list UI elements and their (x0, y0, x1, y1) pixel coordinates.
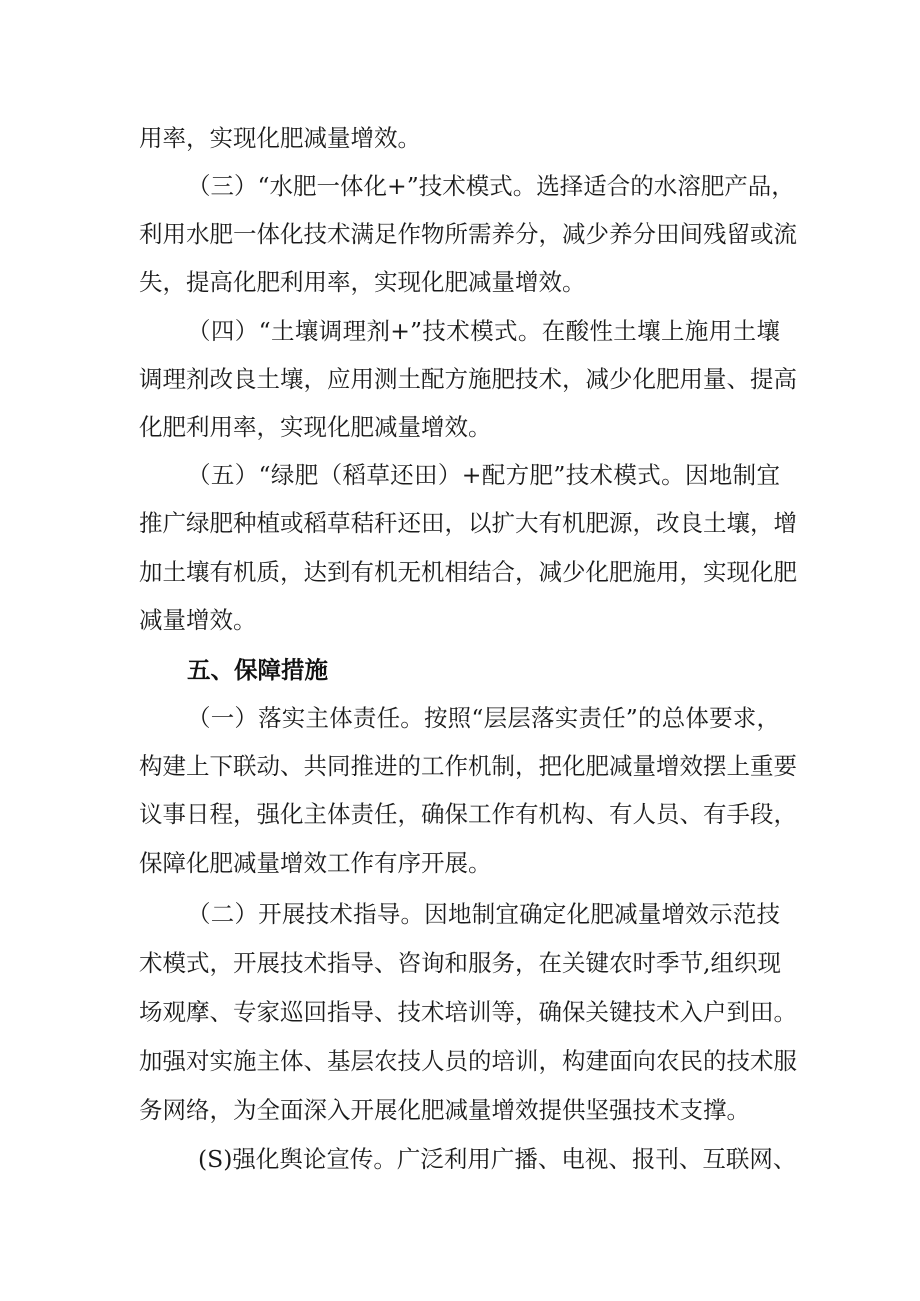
paragraph-line: （五）“绿肥（稻草还田）+配方肥”技术模式。因地制宜 (187, 461, 780, 489)
paragraph-line: （二）开展技术指导。因地制宜确定化肥减量增效示范技 (187, 900, 780, 928)
paragraph-line: （一）落实主体责任。按照“层层落实责任”的总体要求， (187, 704, 780, 732)
paragraph-line: （三）“水肥一体化+”技术模式。选择适合的水溶肥产品， (187, 172, 795, 200)
paragraph-line: (S)强化舆论宣传。广泛利用广播、电视、报刊、互联网、 (198, 1145, 797, 1173)
paragraph-line: 术模式，开展技术指导、咨询和服务，在关键农时季节,组织现 (139, 949, 781, 977)
paragraph-line: 构建上下联动、共同推进的工作机制，把化肥减量增效摆上重要 (139, 752, 797, 780)
paragraph-line: 保障化肥减量增效工作有序开展。 (139, 849, 492, 877)
paragraph-line: 加强对实施主体、基层农技人员的培训，构建面向农民的技术服 (139, 1047, 797, 1075)
paragraph-line: 场观摩、专家巡回指导、技术培训等，确保关键技术入户到田。 (139, 998, 797, 1026)
paragraph-line: 调理剂改良土壤，应用测土配方施肥技术，减少化肥用量、提高 (139, 365, 797, 393)
paragraph-line: 务网络，为全面深入开展化肥减量增效提供坚强技术支撑。 (139, 1096, 750, 1124)
section-heading: 五、保障措施 (187, 656, 328, 684)
paragraph-line: （四）“土壤调理剂+”技术模式。在酸性土壤上施用土壤 (187, 317, 780, 345)
paragraph-line: 议事日程，强化主体责任，确保工作有机构、有人员、有手段， (139, 800, 797, 828)
paragraph-line: 失，提高化肥利用率，实现化肥减量增效。 (139, 268, 586, 296)
paragraph-line: 加土壤有机质，达到有机无机相结合，减少化肥施用，实现化肥 (139, 558, 797, 586)
paragraph-line: 推广绿肥种植或稻草秸秆还田，以扩大有机肥源，改良土壤，增 (139, 509, 797, 537)
paragraph-line: 减量增效。 (139, 606, 257, 634)
paragraph-line: 利用水肥一体化技术满足作物所需养分，减少养分田间残留或流 (139, 220, 797, 248)
paragraph-line: 用率，实现化肥减量增效。 (139, 124, 421, 152)
paragraph-line: 化肥利用率，实现化肥减量增效。 (139, 413, 492, 441)
